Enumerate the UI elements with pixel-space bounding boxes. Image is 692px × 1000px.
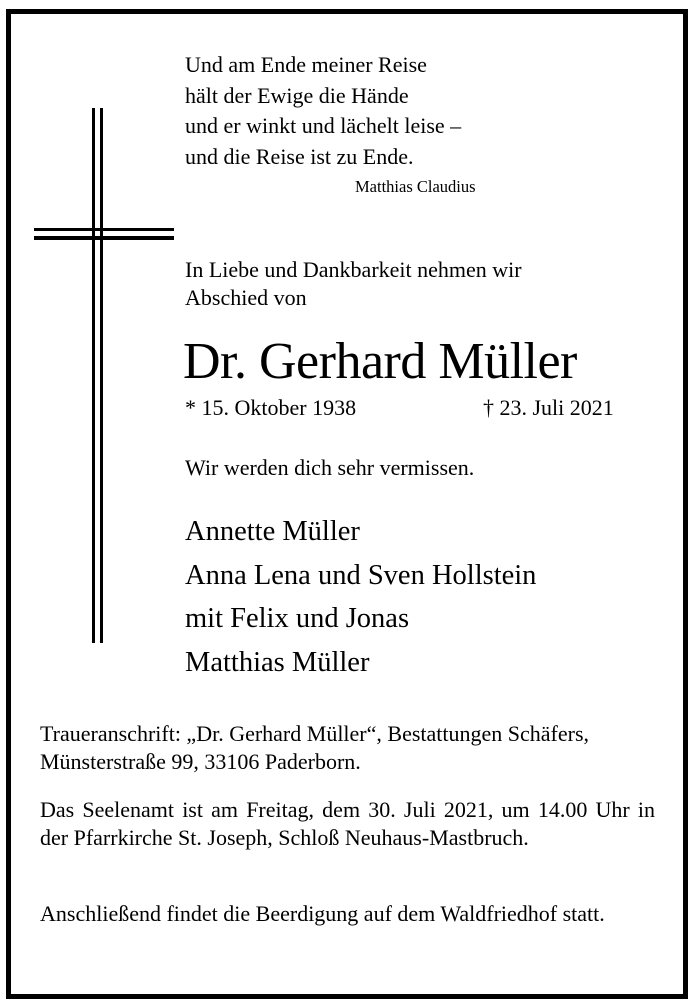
double-line-cross-icon	[34, 108, 174, 643]
poem-line: hält der Ewige die Hände	[185, 82, 409, 108]
intro-text	[185, 256, 522, 312]
birth-date: * 15. Oktober 1938	[185, 395, 357, 420]
poem-line: und die Reise ist zu Ende.	[185, 143, 414, 169]
intro-line: In Liebe und Dankbarkeit nehmen wir	[185, 257, 522, 282]
poem-line: und er winkt und lächelt leise –	[185, 113, 462, 138]
mourner-name: Anna Lena und Sven Hollstein	[185, 559, 537, 591]
death-date: † 23. Juli 2021	[483, 395, 614, 420]
poem	[185, 50, 461, 172]
mourning-address: Traueranschrift: „Dr. Gerhard Müller“, Bestattungen Schäfers, Münsterstraße 99, 33106 Paderborn.	[40, 721, 590, 774]
mourner-name: mit Felix und Jonas	[185, 603, 410, 634]
mourner-name: Matthias Müller	[185, 646, 370, 678]
intro-line: Abschied von	[185, 285, 307, 310]
requiem-mass-notice: Das Seelenamt ist am Freitag, dem 30. Juli 2021, um 14.00 Uhr in der Pfarrkirche St. Joseph, Schloß Neuhaus-Mastbruch.	[40, 797, 655, 850]
mourners-list	[185, 510, 536, 684]
burial-notice: Anschließend findet die Beerdigung auf dem Waldfriedhof statt.	[40, 901, 605, 926]
deceased-name: Dr. Gerhard Müller	[183, 333, 577, 390]
poem-author: Matthias Claudius	[355, 177, 476, 196]
mourner-name: Annette Müller	[185, 516, 360, 547]
farewell-message: Wir werden dich sehr vermissen.	[185, 455, 475, 480]
poem-line: Und am Ende meiner Reise	[185, 52, 427, 77]
